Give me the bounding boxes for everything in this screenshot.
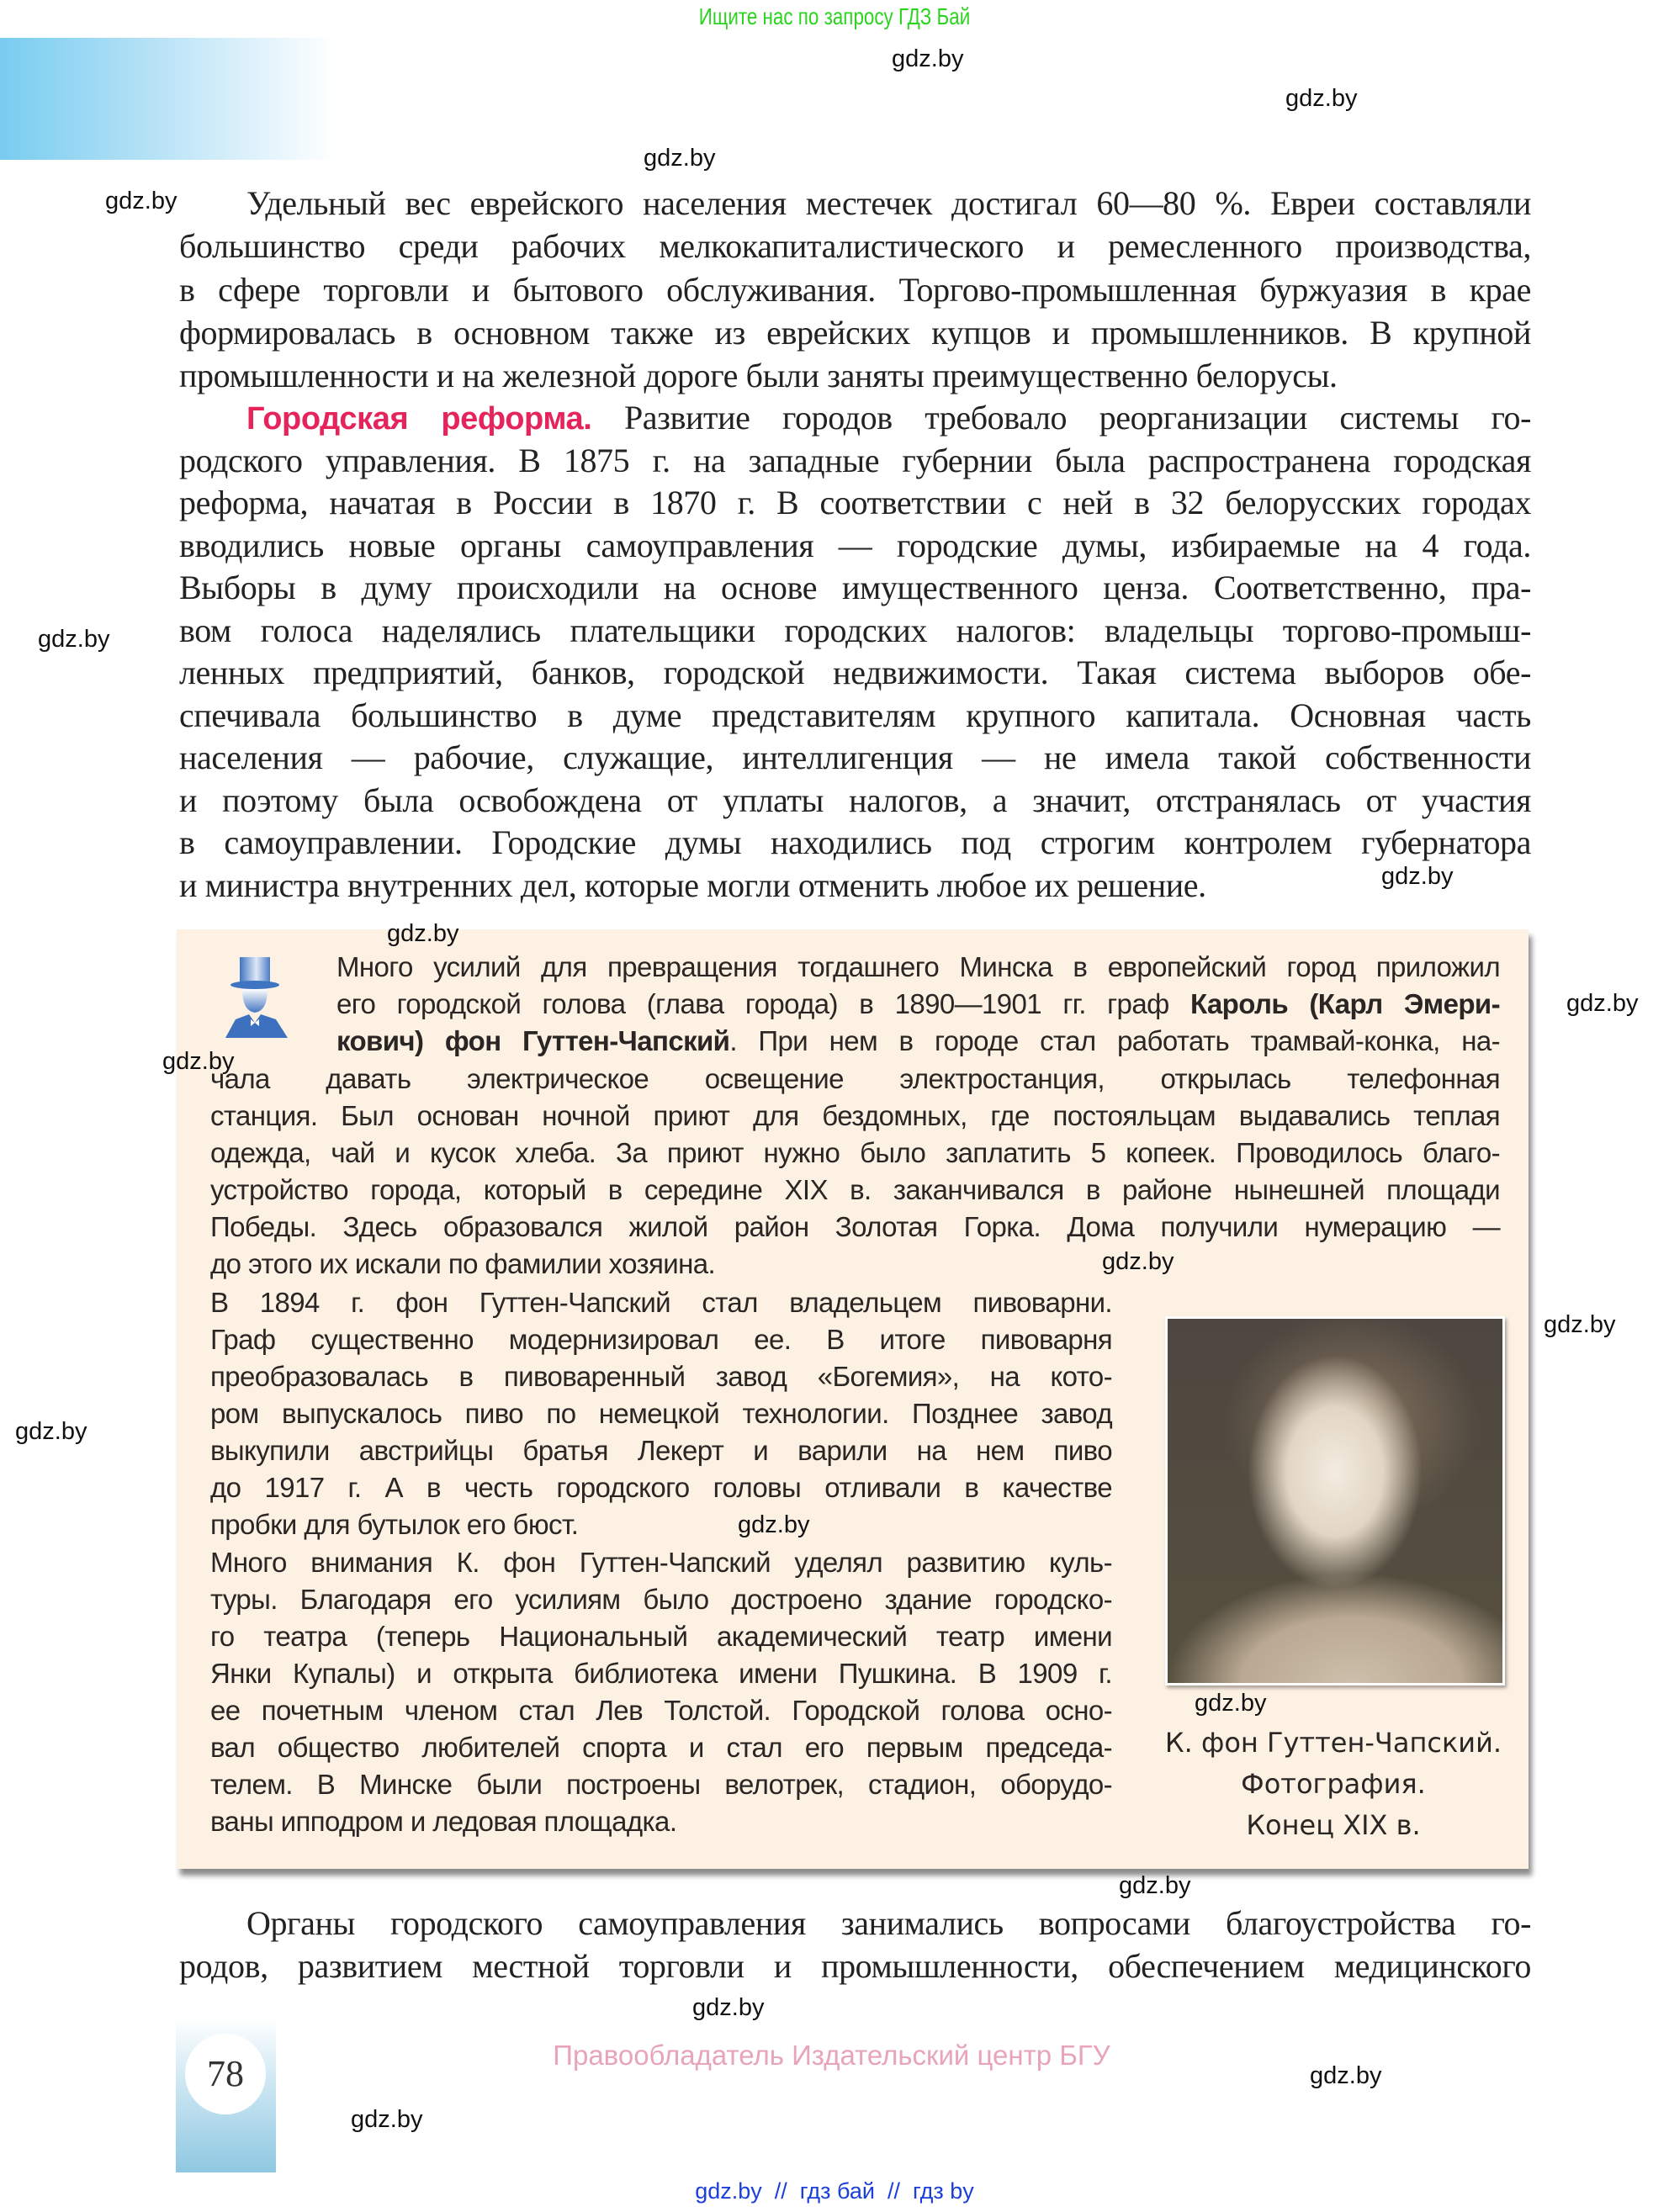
watermark: gdz.by (1102, 1248, 1174, 1275)
box-line: пробки для бутылок его бюст. (210, 1509, 579, 1540)
paragraph-line: и министра внутренних дел, которые могли отменить любое их решение. (179, 866, 1206, 904)
paragraph-text: Развитие городов требовало реорганизации системы го- (591, 399, 1531, 437)
box-line: кович) фон Гуттен-Чапский. При нем в городе стал работать трамвай-конка, на- (336, 1025, 1500, 1056)
box-line: го театра (теперь Национальный академический театр имени (210, 1621, 1112, 1652)
watermark: gdz.by (105, 188, 177, 214)
paragraph-line: промышленности и на железной дороге были заняты преимущественно белорусы. (179, 357, 1338, 394)
watermark: gdz.by (892, 45, 964, 72)
person-name-bold: Кароль (Карл Эмери- (1189, 988, 1500, 1019)
box-line: до 1917 г. А в честь городского головы отливали в качестве (210, 1472, 1112, 1503)
box-line: преобразовалась в пивоваренный завод «Богемия», на кото- (210, 1361, 1112, 1392)
page-number: 78 (185, 2034, 266, 2114)
watermark: gdz.by (644, 145, 716, 172)
watermark: gdz.by (738, 1511, 810, 1538)
section-first-line (246, 397, 1531, 440)
top-hat-gentleman-icon (220, 957, 293, 1038)
paragraph-line: вом голоса наделялись плательщики городских налогов: владельцы торгово-промыш- (179, 611, 1531, 649)
box-line: Много внимания К. фон Гуттен-Чапский уделял развитию куль- (210, 1547, 1112, 1578)
person-name-bold: кович) фон Гуттен-Чапский (336, 1025, 730, 1056)
box-line: устройство города, который в середине XIX в. заканчивался в районе нынешней площади (210, 1174, 1500, 1205)
footer-links[interactable]: gdz.by // гдз бай // гдз by (695, 2178, 974, 2204)
box-line: Победы. Здесь образовался жилой район Золотая Горка. Дома получили нумерацию — (210, 1211, 1500, 1242)
paragraph-line: вводились новые органы самоуправления — городские думы, избираемые на 4 года. (179, 527, 1531, 564)
search-hint: Ищите нас по запросу ГДЗ Бай (698, 3, 971, 29)
paragraph-line: родов, развитием местной торговли и промышленности, обеспечением медицинского (179, 1947, 1531, 1985)
box-line: выкупили австрийцы братья Лекерт и варили на нем пиво (210, 1435, 1112, 1466)
watermark: gdz.by (15, 1418, 87, 1445)
paragraph-line: в сфере торговли и бытового обслуживания. Торгово-промышленная буржуазия в крае (179, 271, 1531, 309)
box-line: Янки Купалы) и открыта библиотека имени Пушкина. В 1909 г. (210, 1658, 1112, 1689)
box-line: ром выпускалось пиво по немецкой технологии. Позднее завод (210, 1398, 1112, 1429)
box-line: чала давать электрическое освещение электростанция, открылась телефонная (210, 1063, 1500, 1094)
paragraph-line: спечивала большинство в думе представителям крупного капитала. Основная часть (179, 696, 1531, 734)
paragraph-line: в самоуправлении. Городские думы находились под строгим контролем губернатора (179, 823, 1531, 861)
box-line: станция. Был основан ночной приют для бездомных, где постояльцам выдавались теплая (210, 1100, 1500, 1131)
paragraph-line: реформа, начатая в России в 1870 г. В соответствии с ней в 32 белорусских городах (179, 484, 1531, 521)
watermark: gdz.by (1381, 863, 1454, 890)
box-line: до этого их искали по фамилии хозяина. (210, 1248, 716, 1279)
paragraph-line: родского управления. В 1875 г. на западные губернии была распространена городская (179, 442, 1531, 479)
photo-caption-line: К. фон Гуттен-Чапский. (1164, 1727, 1502, 1759)
box-line: телем. В Минске были построены велотрек, стадион, оборудо- (210, 1769, 1112, 1800)
paragraph-line: Органы городского самоуправления занимались вопросами благоустройства го- (246, 1904, 1531, 1942)
paragraph-line: населения — рабочие, служащие, интеллигенция — не имела такой собственности (179, 738, 1531, 776)
copyright-notice: Правообладатель Издательский центр БГУ (553, 2040, 1110, 2071)
paragraph-line: и поэтому была освобождена от уплаты налогов, а значит, отстранялась от участия (179, 781, 1531, 819)
watermark: gdz.by (1285, 85, 1358, 112)
photo-caption-line: Конец XIX в. (1246, 1809, 1421, 1841)
watermark: gdz.by (351, 2106, 423, 2133)
watermark: gdz.by (1310, 2062, 1382, 2089)
watermark: gdz.by (162, 1048, 235, 1075)
box-line: его городской голова (глава города) в 1890—1901 гг. граф Кароль (Карл Эмери- (336, 988, 1500, 1019)
section-heading: Городская реформа. (246, 401, 592, 437)
watermark: gdz.by (1195, 1690, 1267, 1717)
paragraph-line: большинство среди рабочих мелкокапиталистического и ремесленного производства, (179, 227, 1531, 265)
watermark: gdz.by (1566, 990, 1639, 1017)
portrait-photo (1165, 1316, 1505, 1685)
box-line: туры. Благодаря его усилиям было достроено здание городско- (210, 1584, 1112, 1615)
watermark: gdz.by (387, 920, 459, 947)
paragraph-line: Выборы в думу происходили на основе имущественного ценза. Соответственно, пра- (179, 569, 1531, 606)
box-line: ваны ипподром и ледовая площадка. (210, 1806, 677, 1837)
paragraph-line: формировалась в основном также из еврейских купцов и промышленников. В крупной (179, 314, 1531, 352)
box-line: ее почетным членом стал Лев Толстой. Городской голова осно- (210, 1695, 1112, 1726)
box-line: Граф существенно модернизировал ее. В итоге пивоварня (210, 1324, 1112, 1355)
box-line: одежда, чай и кусок хлеба. За приют нужно было заплатить 5 копеек. Проводилось благо- (210, 1137, 1500, 1168)
paragraph-line: Удельный вес еврейского населения местечек достигал 60—80 %. Евреи составляли (246, 184, 1531, 222)
watermark: gdz.by (1544, 1311, 1616, 1338)
watermark: gdz.by (38, 626, 110, 653)
photo-caption-line: Фотография. (1241, 1768, 1426, 1800)
box-line: Много усилий для превращения тогдашнего Минска в европейский город приложил (336, 951, 1500, 982)
box-line: В 1894 г. фон Гуттен-Чапский стал владельцем пивоварни. (210, 1287, 1112, 1318)
watermark: gdz.by (692, 1994, 765, 2021)
paragraph-line: ленных предприятий, банков, городской недвижимости. Такая система выборов обе- (179, 654, 1531, 691)
decorative-blue-band (0, 38, 336, 160)
watermark: gdz.by (1119, 1872, 1191, 1899)
box-line: вал общество любителей спорта и стал его первым председа- (210, 1732, 1112, 1763)
